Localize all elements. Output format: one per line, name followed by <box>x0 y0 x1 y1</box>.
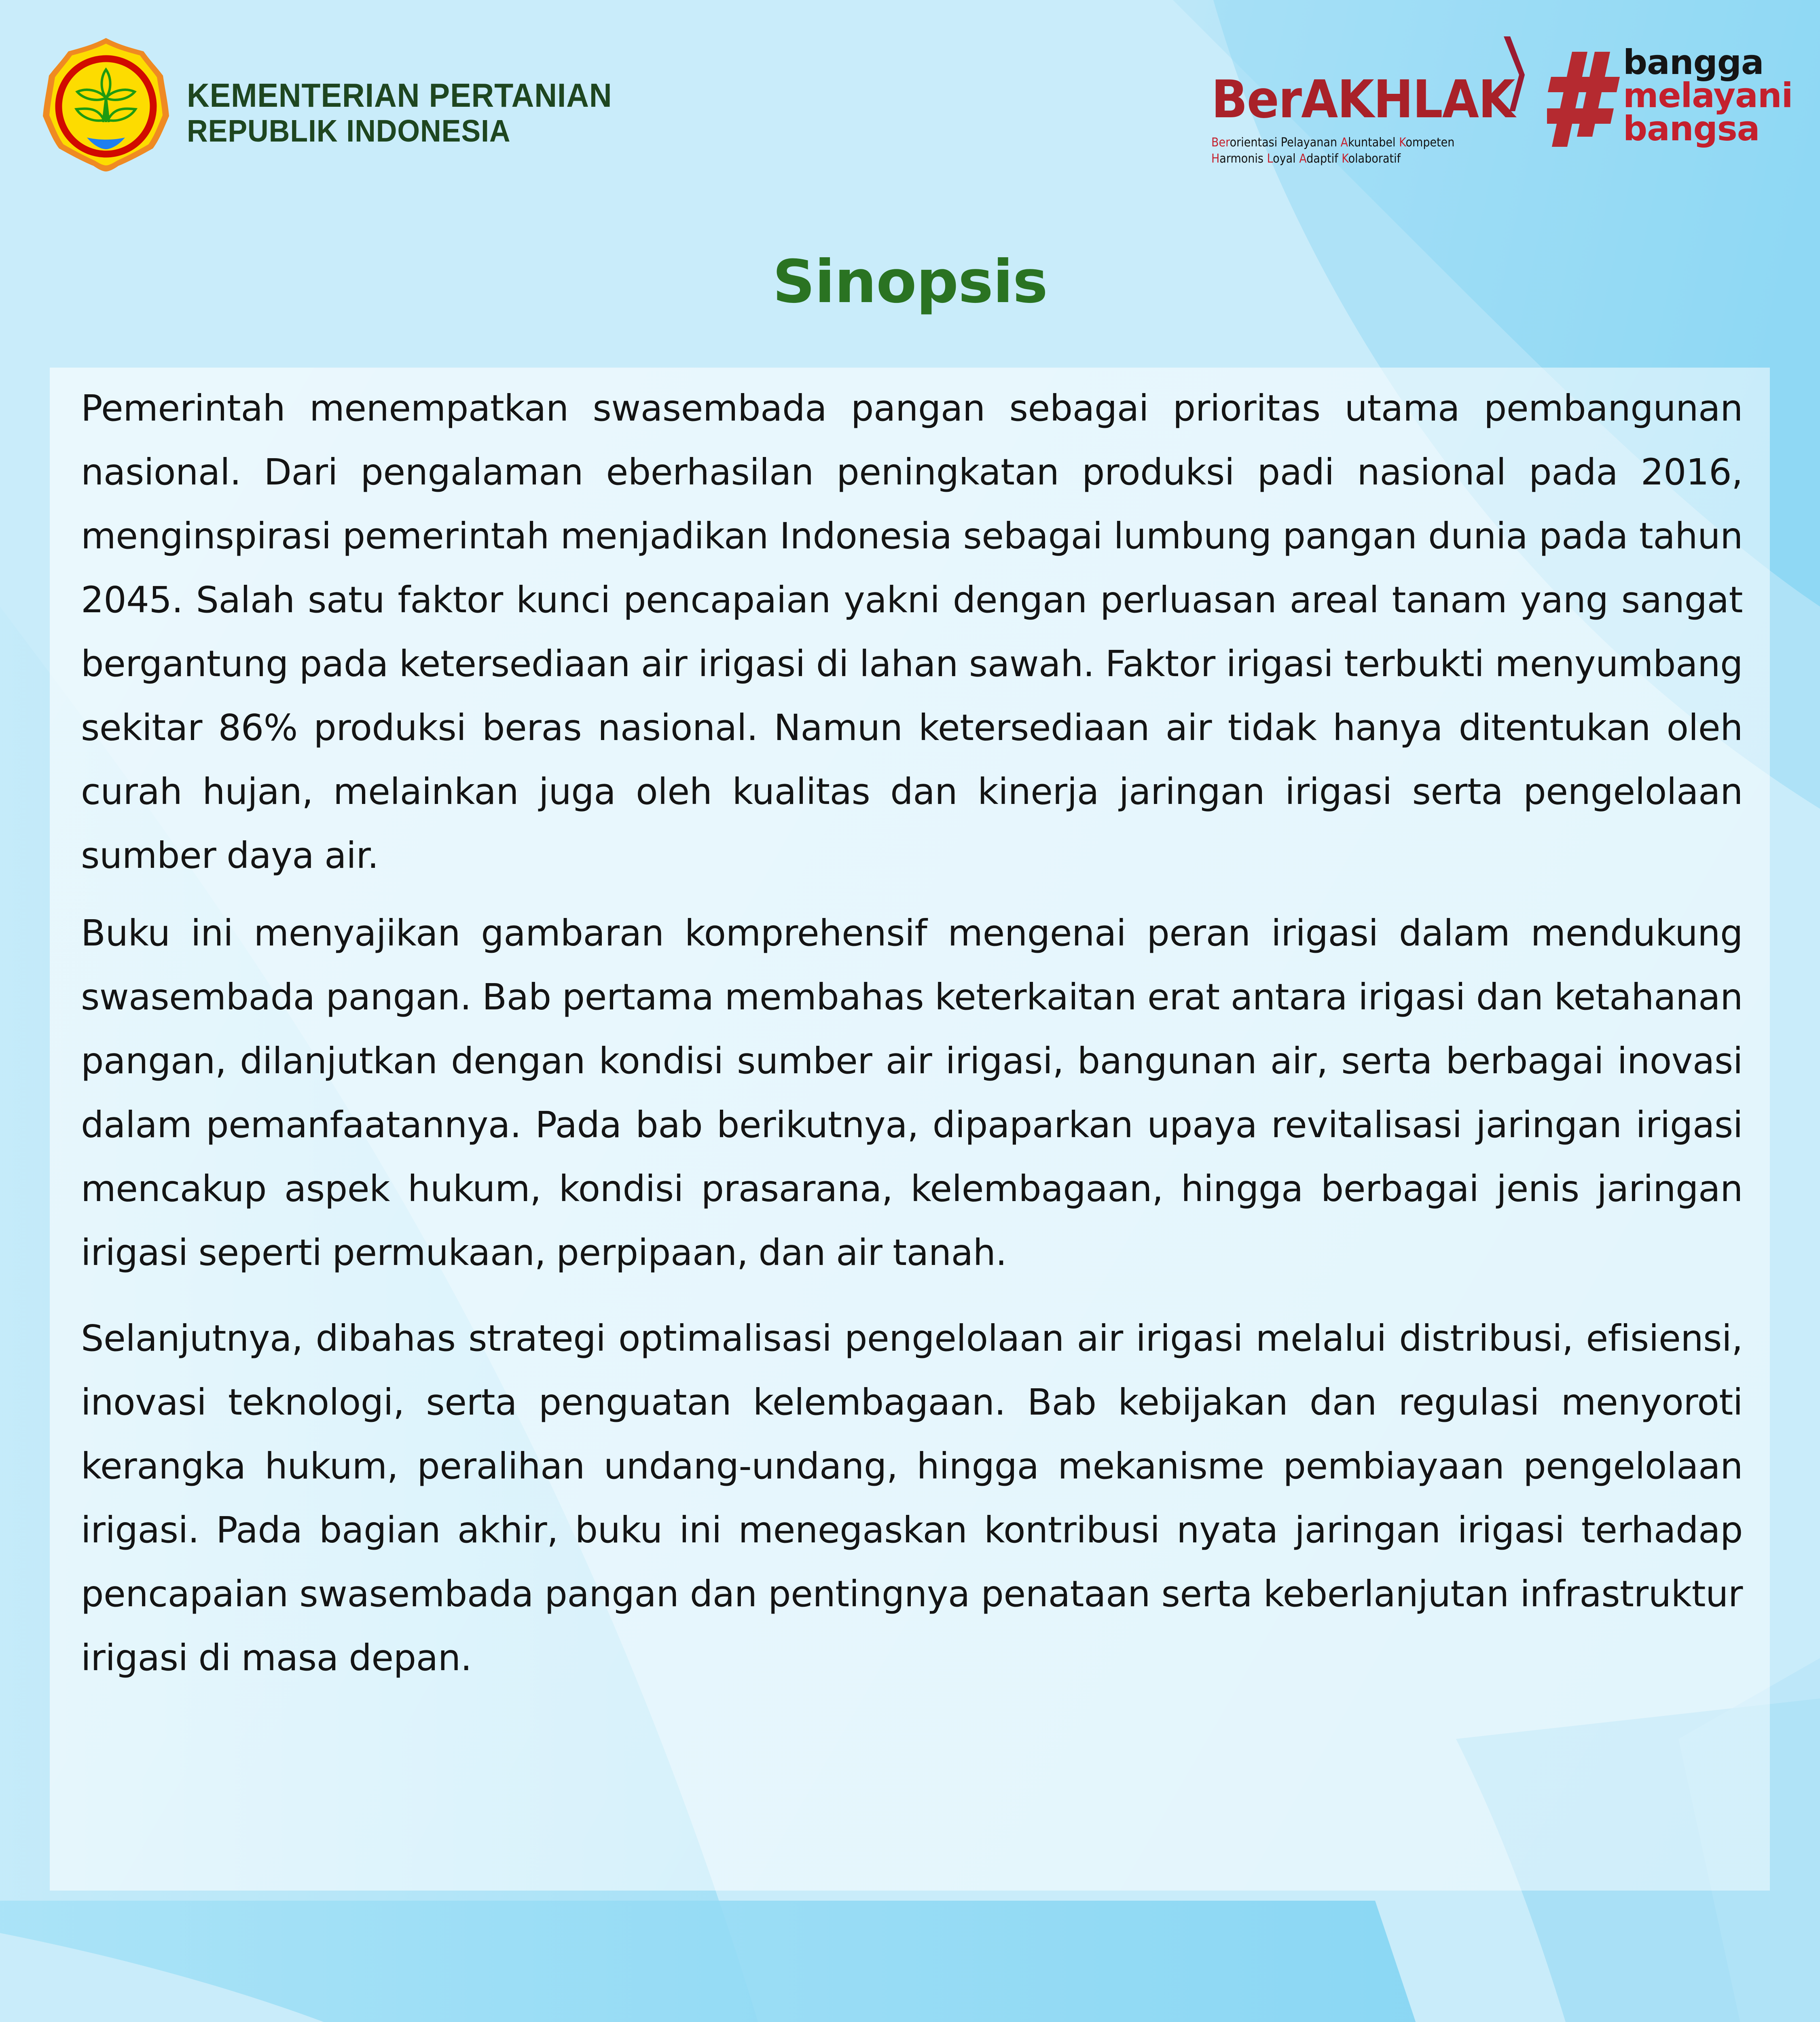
tagline-highlight: Ber <box>1211 135 1230 150</box>
bangga-melayani-bangsa-logo <box>1547 42 1793 165</box>
tagline-highlight: K <box>1342 152 1348 166</box>
ministry-name: KEMENTERIAN PERTANIAN <box>187 76 612 114</box>
tagline-highlight: L <box>1267 152 1273 166</box>
country-name: REPUBLIK INDONESIA <box>187 114 511 148</box>
tagline-word: oyal <box>1273 152 1299 166</box>
berakhlak-tagline-line1 <box>1211 135 1454 150</box>
synopsis-paragraph: Pemerintah menempatkan swasembada pangan sebagai prioritas utama pembangunan nasional. Dari pengalaman eberhasilan peningkatan produksi padi nasional pada 2016, menginspirasi pemerintah menjadikan Indonesia sebagai lumbung pangan dunia pada tahun 2045. Salah satu faktor kunci pencapaian yakni dengan perluasan areal tanam yang sangat bergantung pada ketersediaan air irigasi di lahan sawah. Faktor irigasi terbukti menyumbang sekitar 86% produksi beras nasional. Namun ketersediaan air tidak hanya ditentukan oleh curah hujan, melainkan juga oleh kualitas dan kinerja jaringan irigasi serta pengelolaan sumber daya air. <box>81 387 1743 876</box>
kementan-emblem-icon <box>42 37 170 172</box>
hashtag-icon <box>1547 52 1620 147</box>
hashtag-word-bangga: bangga <box>1623 42 1764 82</box>
tagline-word: olaboratif <box>1348 152 1401 166</box>
tagline-highlight: A <box>1299 152 1307 166</box>
synopsis-paragraph: Selanjutnya, dibahas strategi optimalisasi pengelolaan air irigasi melalui distribusi, efisiensi, inovasi teknologi, serta penguatan kelembagaan. Bab kebijakan dan regulasi menyoroti kerangka hukum, peralihan undang-undang, hingga mekanisme pembiayaan pengelolaan irigasi. Pada bagian akhir, buku ini menegaskan kontribusi nyata jaringan irigasi terhadap pencapaian swasembada pangan dan pentingnya penataan serta keberlanjutan infrastruktur irigasi di masa depan. <box>81 1317 1743 1679</box>
tagline-highlight: H <box>1211 152 1220 166</box>
tagline-word: orientasi <box>1230 135 1281 150</box>
hashtag-word-melayani: melayani <box>1623 76 1793 115</box>
berakhlak-tagline-line2 <box>1211 152 1401 166</box>
ministry-logo-block <box>40 37 647 175</box>
chevron-right-icon <box>1500 36 1525 111</box>
tagline-word: armonis <box>1219 152 1267 166</box>
tagline-word: kuntabel <box>1348 135 1399 150</box>
tagline-word: ompeten <box>1405 135 1455 150</box>
tagline-highlight: A <box>1340 135 1348 150</box>
page-title: Sinopsis <box>772 247 1048 316</box>
berakhlak-wordmark: BerAKHLAK <box>1211 70 1515 130</box>
tagline-word: daptif <box>1306 152 1342 166</box>
synopsis-paragraph: Buku ini menyajikan gambaran komprehensif mengenai peran irigasi dalam mendukung swasembada pangan. Bab pertama membahas keterkaitan erat antara irigasi dan ketahanan pangan, dilanjutkan dengan kondisi sumber air irigasi, bangunan air, serta berbagai inovasi dalam pemanfaatannya. Pada bab berikutnya, dipaparkan upaya revitalisasi jaringan irigasi mencakup aspek hukum, kondisi prasarana, kelembagaan, hingga berbagai jenis jaringan irigasi seperti permukaan, perpipaan, dan air tanah. <box>81 912 1743 1273</box>
hashtag-word-bangsa: bangsa <box>1623 109 1760 148</box>
synopsis-text-box <box>50 368 1770 1891</box>
tagline-word: Pelayanan <box>1280 135 1341 150</box>
tagline-highlight: K <box>1399 135 1406 150</box>
berakhlak-logo <box>1209 32 1525 166</box>
